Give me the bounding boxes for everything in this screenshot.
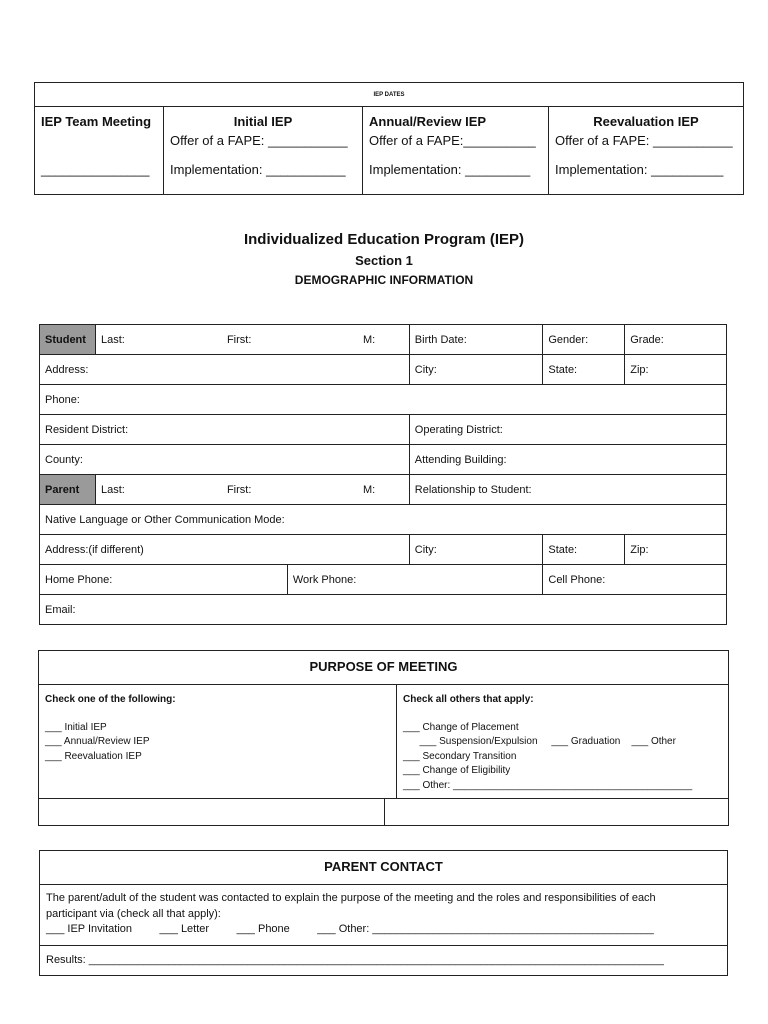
attending-building-field[interactable]: Attending Building: — [409, 445, 726, 475]
purpose-title: PURPOSE OF MEETING — [39, 651, 728, 685]
option-initial-iep[interactable]: ___ Initial IEP — [45, 721, 107, 733]
parent-city-field[interactable]: City: — [409, 535, 543, 565]
work-phone-field[interactable]: Work Phone: — [287, 565, 543, 595]
iep-dates-header: IEP DATES — [35, 83, 744, 107]
option-annual-review-iep[interactable]: ___ Annual/Review IEP — [45, 736, 150, 747]
parent-contact-box — [39, 850, 728, 976]
option-secondary-transition[interactable]: ___ Secondary Transition — [403, 750, 517, 762]
option-reevaluation-iep[interactable]: ___ Reevaluation IEP — [45, 750, 142, 762]
iep-dates-table — [34, 82, 744, 195]
document-title: Individualized Education Program (IEP) — [243, 231, 525, 248]
annual-iep-title: Annual/Review IEP — [369, 114, 487, 129]
parent-state-field[interactable]: State: — [543, 535, 625, 565]
section-subtitle: DEMOGRAPHIC INFORMATION — [294, 273, 474, 287]
contact-description-line1: The parent/adult of the student was contacted to explain the purpose of the meeting and the roles and responsibilities of each — [46, 892, 656, 904]
parent-row — [40, 475, 727, 505]
initial-offer-field[interactable]: Offer of a FAPE: ___________ — [170, 133, 348, 148]
contact-method-options[interactable]: ___ IEP Invitation ___ Letter ___ Phone ___ Other: ______________________________________________ — [46, 923, 654, 935]
relationship-field[interactable]: Relationship to Student: — [409, 475, 726, 505]
parent-name-field[interactable] — [95, 475, 409, 505]
reevaluation-iep-title: Reevaluation IEP — [593, 114, 699, 129]
native-language-field[interactable]: Native Language or Other Communication Mode: — [40, 505, 727, 535]
contact-results-field[interactable]: Results: ______________________________________________________________________________________________ — [46, 954, 664, 966]
purpose-other-options — [397, 685, 728, 798]
parent-contact-body — [40, 885, 727, 946]
gender-field[interactable]: Gender: — [543, 325, 625, 355]
purpose-primary-options — [39, 685, 397, 798]
home-phone-field[interactable]: Home Phone: — [40, 565, 288, 595]
birth-date-field[interactable]: Birth Date: — [409, 325, 543, 355]
initial-implementation-field[interactable]: Implementation: ___________ — [170, 162, 346, 177]
student-row — [40, 325, 727, 355]
parent-address-field[interactable]: Address:(if different) — [40, 535, 410, 565]
purpose-left-heading: Check one of the following: — [45, 694, 176, 705]
email-field[interactable]: Email: — [40, 595, 727, 625]
option-change-of-placement[interactable]: ___ Change of Placement — [403, 721, 519, 733]
county-field[interactable]: County: — [40, 445, 410, 475]
student-middle-label: M: — [362, 333, 376, 346]
section-label: Section 1 — [355, 253, 413, 268]
parent-contact-title: PARENT CONTACT — [40, 851, 727, 885]
parent-first-label: First: — [226, 483, 252, 496]
reevaluation-offer-field[interactable]: Offer of a FAPE: ___________ — [555, 133, 733, 148]
parent-zip-field[interactable]: Zip: — [625, 535, 727, 565]
parent-label: Parent — [40, 475, 96, 505]
team-meeting-blank[interactable]: _______________ — [41, 162, 150, 177]
student-phone-field[interactable]: Phone: — [40, 385, 727, 415]
contact-description-line2: participant via (check all that apply): — [46, 907, 221, 920]
student-zip-field[interactable]: Zip: — [625, 355, 727, 385]
reevaluation-implementation-field[interactable]: Implementation: __________ — [555, 162, 724, 177]
resident-district-field[interactable]: Resident District: — [40, 415, 410, 445]
demographic-table — [39, 324, 727, 625]
team-meeting-cell — [35, 107, 164, 195]
student-first-label: First: — [226, 333, 252, 346]
initial-iep-cell — [164, 107, 363, 195]
annual-offer-field[interactable]: Offer of a FAPE:__________ — [369, 133, 536, 148]
purpose-right-heading: Check all others that apply: — [403, 694, 534, 705]
student-last-label: Last: — [100, 333, 125, 346]
initial-iep-title: Initial IEP — [233, 114, 293, 129]
grade-field[interactable]: Grade: — [625, 325, 727, 355]
parent-last-label: Last: — [100, 483, 125, 496]
operating-district-field[interactable]: Operating District: — [409, 415, 726, 445]
reevaluation-iep-cell — [549, 107, 744, 195]
student-label: Student — [40, 325, 96, 355]
annual-iep-cell — [363, 107, 549, 195]
purpose-of-meeting-box — [38, 650, 729, 826]
annual-implementation-field[interactable]: Implementation: _________ — [369, 162, 531, 177]
student-address-field[interactable]: Address: — [40, 355, 410, 385]
cell-phone-field[interactable]: Cell Phone: — [543, 565, 727, 595]
student-name-field[interactable] — [95, 325, 409, 355]
student-state-field[interactable]: State: — [543, 355, 625, 385]
purpose-notes-left[interactable] — [39, 799, 385, 826]
option-placement-subtypes[interactable]: ___ Suspension/Expulsion ___ Graduation ___ Other — [403, 736, 676, 747]
team-meeting-title: IEP Team Meeting — [41, 114, 152, 129]
parent-middle-label: M: — [362, 483, 376, 496]
student-city-field[interactable]: City: — [409, 355, 543, 385]
option-change-of-eligibility[interactable]: ___ Change of Eligibility — [403, 765, 511, 776]
option-other[interactable]: ___ Other: ___________________________________________ — [403, 779, 693, 791]
